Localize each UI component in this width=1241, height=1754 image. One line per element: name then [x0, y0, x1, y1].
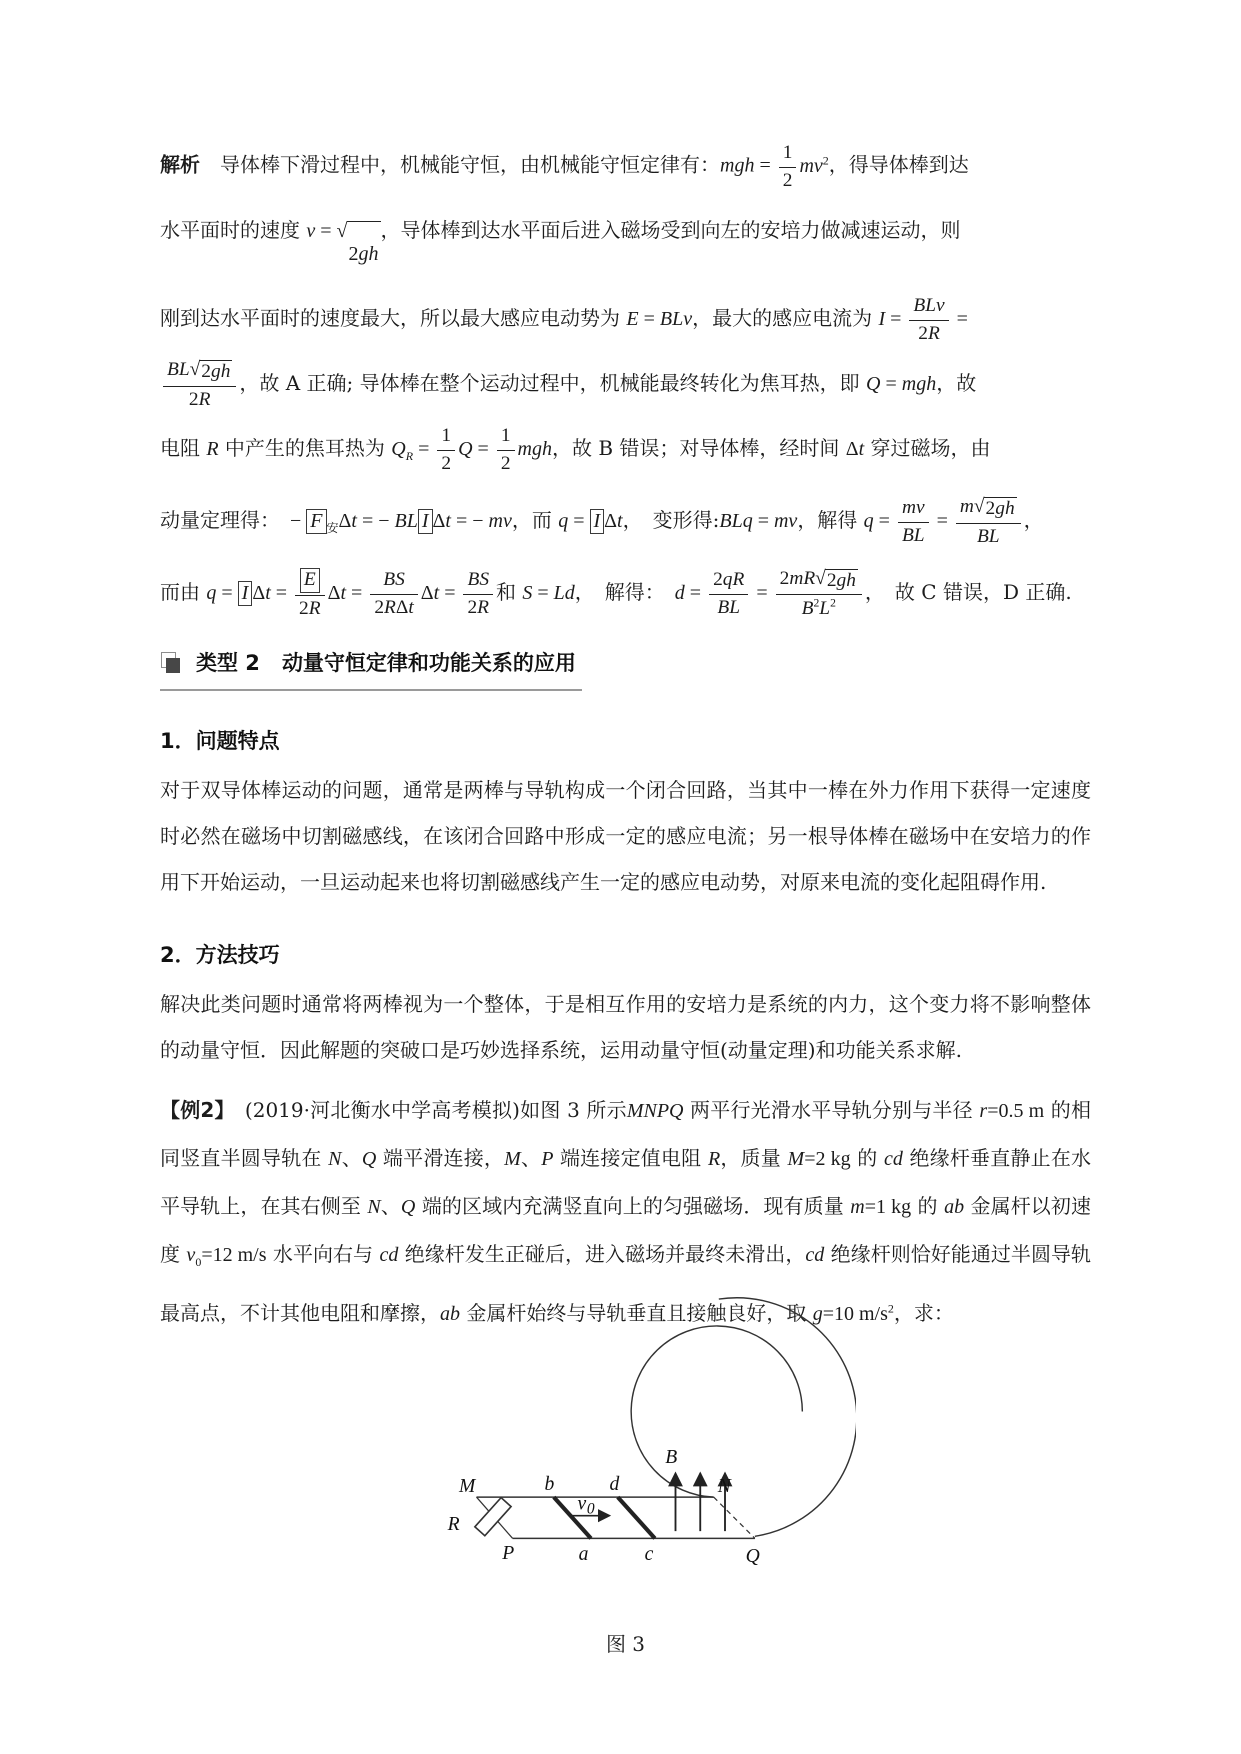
paragraph-method-tips: 解决此类问题时通常将两棒视为一个整体，于是相互作用的安培力是系统的内力，这个变力将不影响整体的动量守恒．因此解题的突破口是巧妙选择系统，运用动量守恒(动量定理)和功能关系求解. — [160, 991, 1091, 1062]
rail-diagram — [396, 1296, 856, 1626]
solution-line: 而由 q = I Δt = $\frac{E}{2R}$ Δt = $\frac{BS}{\text{2RΔt}}$ Δt = $\frac{BS}{2R}$ 和 S = Ld， 解得： d = $\frac{2qR}{BL}$ = 2mR √ 2gh $B^2L^2$ ， 故 C 错误，D 正确. — [160, 567, 1072, 620]
solution-line: BL √ 2gh 2R ，故 A 正确; 导体棒在整个运动过程中，机械能最终转化为焦耳热，即 Q = mgh，故 — [160, 351, 1091, 416]
solution-line: 电阻 R 中产生的焦耳热为 $Q_R$ = $\frac{1}{2}$ Q = $\frac{1}{2}$ mgh，故 B 错误；对导体棒，经时间 Δt 穿过磁场，由 — [160, 425, 991, 474]
section-label: 类型 2 — [196, 650, 260, 675]
example-paragraph-content: 【例2】 (2019·河北衡水中学高考模拟)如图 3 所示MNPQ 两平行光滑水平导轨分别与半径 r=0.5 m 的相同竖直半圆导轨在 N、Q 端平滑连接，M、P 端连接定值电阻 R，质量 M=2 kg 的 cd 绝缘杆垂直静止在水平导轨上，在其右侧至 N、Q 端的区域内充满竖直向上的匀强磁场．现有质量 m=1 kg 的 ab 金属杆以初速度 $v_0=12$ m/s 水平向右与 cd 绝缘杆发生正碰后，进入磁场并最终未滑出，cd 绝缘杆则恰好能通过半圆导轨最高点，不计其他电阻和摩擦，ab 金属杆始终与导轨垂直且接触良好，取 g=10 $m/s^2$，求： — [160, 1097, 1092, 1326]
solution-line: 动量定理得： − F $_安$Δt = − BL I Δt = − mv，而 q = I Δt， 变形得:BLq = mv，解得 q = $\frac{mv}{BL}$ = m √ 2gh BL ， — [160, 496, 1044, 547]
section-title — [196, 647, 576, 677]
heading-method-tips: 2．方法技巧 — [160, 942, 280, 967]
inner-loop-arc — [631, 1326, 802, 1497]
rod-label-d: d — [609, 1474, 619, 1496]
rail-end-label-P: P — [501, 1543, 514, 1565]
rail-end-label-N: N — [717, 1476, 731, 1498]
section-header-rule — [160, 647, 582, 691]
field-label-B: B — [664, 1447, 677, 1469]
solution-line: 刚到达水平面时的速度最大，所以最大感应电动势为 E = BLv，最大的感应电流为 I = $\frac{\text{BLv}}{2R}$ = — [160, 295, 968, 344]
figure-3 — [160, 1296, 1091, 1657]
heading-problem-features: 1．问题特点 — [160, 728, 280, 753]
section-title-text: 动量守恒定律和功能关系的应用 — [281, 650, 576, 675]
rail-end-label-M: M — [458, 1476, 475, 1498]
rod-label-c: c — [644, 1544, 653, 1566]
solution-line: 解析 导体棒下滑过程中，机械能守恒，由机械能守恒定律有：mgh = $\frac{1}{2}$ $mv^2$，得导体棒到达 — [160, 142, 969, 191]
field-boundary-dashed-line — [713, 1497, 754, 1538]
figure-caption: 图 3 — [605, 1632, 646, 1657]
rod-label-b: b — [544, 1474, 554, 1496]
solution-lines — [160, 128, 1091, 625]
section-header — [160, 647, 1091, 691]
velocity-label-subscript: 0 — [586, 1500, 595, 1518]
resistor-label-R: R — [447, 1514, 460, 1536]
solution-line: 水平面时的速度 v = √ 2gh ，导体棒到达水平面后进入磁场受到向左的安培力做减速运动，则 — [160, 198, 1091, 286]
velocity-label-v0: v — [577, 1493, 586, 1515]
paragraph-problem-features: 对于双导体棒运动的问题，通常是两棒与导轨构成一个闭合回路，当其中一棒在外力作用下获得一定速度时必然在磁场中切割磁感线，在该闭合回路中形成一定的感应电流；另一根导体棒在磁场中在安培力的作用下开始运动，一旦运动起来也将切割磁感线产生一定的感应电动势，对原来电流的变化起阻碍作用. — [160, 777, 1091, 894]
rod-cd — [617, 1497, 654, 1538]
example-paragraph — [160, 1087, 1091, 1339]
overlapping-squares-icon — [160, 650, 184, 674]
rod-label-a: a — [578, 1544, 588, 1566]
rail-end-label-Q: Q — [745, 1546, 760, 1568]
